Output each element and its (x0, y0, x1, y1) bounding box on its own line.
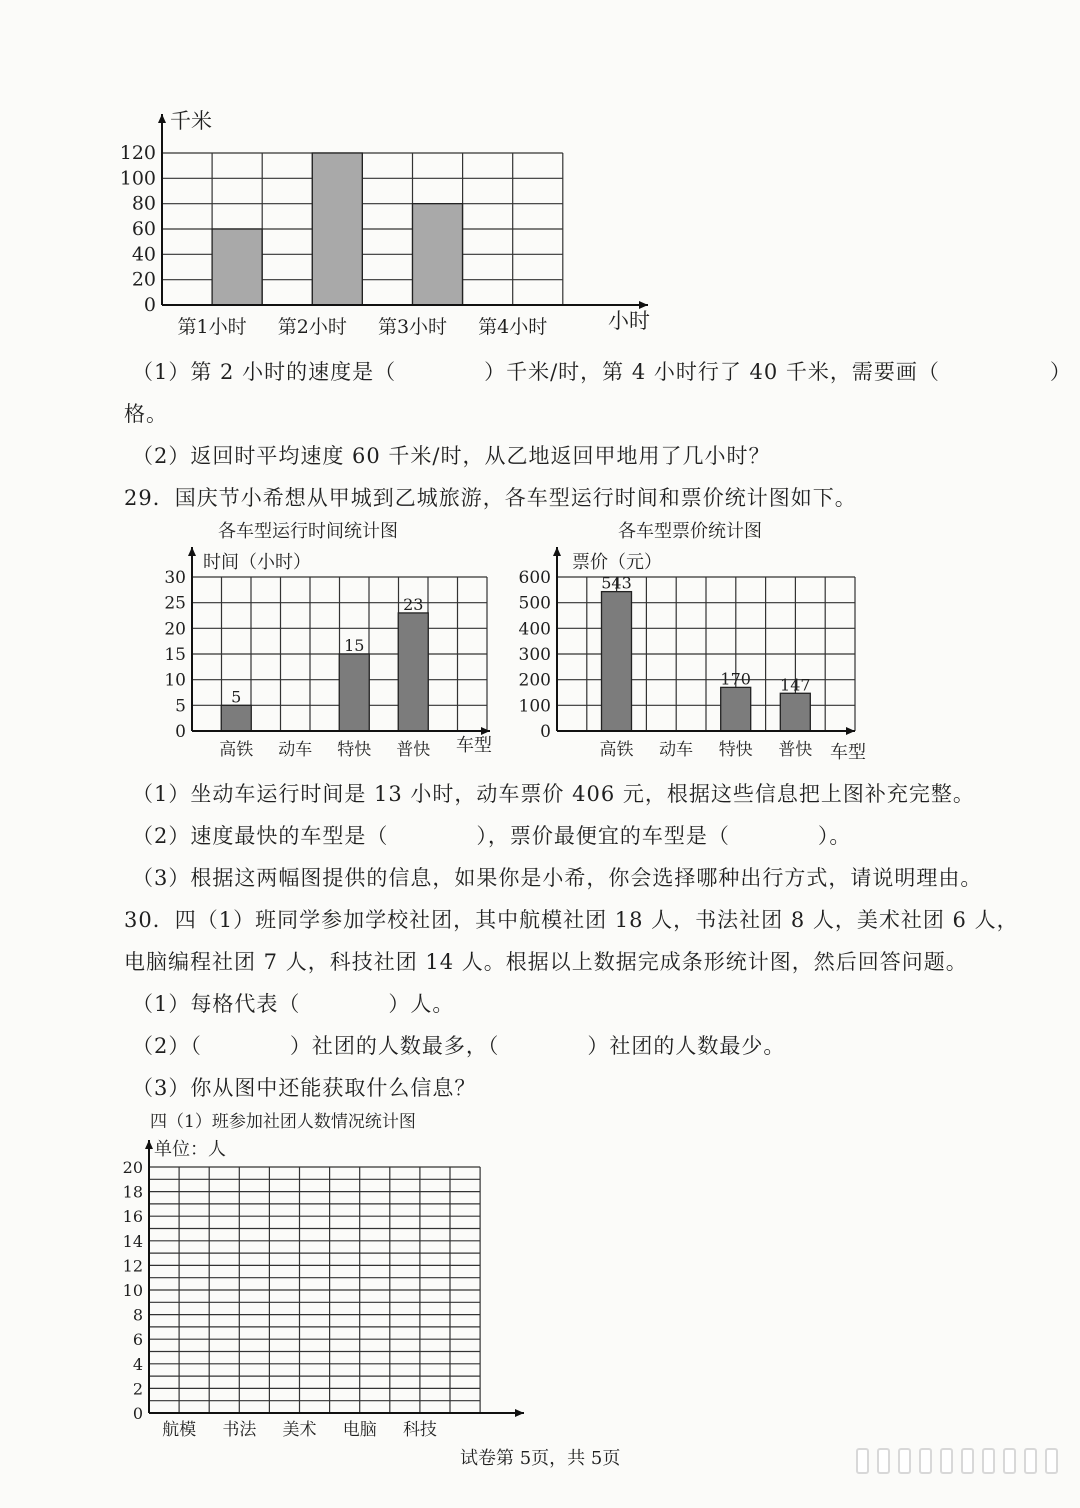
chart-title: 各车型运行时间统计图 (218, 521, 398, 542)
q30-part2: （2）（ ）社团的人数最多，（ ）社团的人数最少。 (132, 1034, 786, 1058)
club-members-blank-chart (112, 1100, 532, 1445)
y-tick-label: 300 (518, 645, 551, 665)
distance-bar-chart (110, 100, 670, 345)
x-tick-label: 高铁 (599, 740, 634, 760)
x-tick-label: 特快 (718, 740, 753, 760)
chart-title: 四（1）班参加社团人数情况统计图 (150, 1112, 416, 1132)
x-tick-label: 第4小时 (478, 316, 548, 338)
y-tick-label: 2 (132, 1379, 143, 1399)
bar (221, 705, 251, 731)
x-axis-arrow (846, 727, 855, 735)
bar (398, 613, 428, 731)
q29-part3: （3）根据这两幅图提供的信息，如果你是小希，你会选择哪种出行方式，请说明理由。 (132, 866, 983, 890)
y-tick-label: 20 (131, 268, 156, 291)
chart-grid (149, 1167, 480, 1413)
x-tick-label: 普快 (778, 740, 813, 760)
y-tick-label: 0 (132, 1404, 143, 1423)
q28-part1: （1）第 2 小时的速度是（ ）千米/时，第 4 小时行了 40 千米，需要画（ ） (132, 360, 1072, 384)
q29-part2: （2）速度最快的车型是（ ），票价最便宜的车型是（ ）。 (132, 824, 852, 848)
x-tick-labels (219, 740, 430, 760)
bar (413, 204, 463, 305)
watermark-bars-icon (856, 1448, 1058, 1474)
y-tick-labels (120, 142, 156, 316)
y-tick-label: 40 (131, 243, 156, 266)
chart-title: 各车型票价统计图 (618, 521, 762, 542)
x-tick-label: 书法 (222, 1420, 257, 1440)
x-tick-labels (178, 316, 548, 338)
x-tick-labels (600, 740, 813, 760)
y-tick-labels (519, 568, 551, 742)
y-tick-label: 60 (131, 218, 156, 240)
bar (780, 693, 810, 731)
x-tick-label: 普快 (396, 740, 431, 760)
y-tick-label: 200 (518, 670, 551, 691)
y-tick-labels (123, 1158, 143, 1423)
y-tick-label: 400 (518, 619, 551, 640)
q30-stem-line1: 30．四（1）班同学参加学校社团，其中航模社团 18 人，书法社团 8 人，美术社团 6 人， (124, 908, 1019, 932)
x-axis-unit: 车型 (456, 735, 492, 756)
q29-stem: 29．国庆节小希想从甲城到乙城旅游，各车型运行时间和票价统计图如下。 (124, 486, 857, 510)
y-tick-label: 18 (122, 1182, 143, 1202)
bar (721, 687, 751, 731)
bar-value-labels (231, 595, 423, 706)
bar-value-label: 5 (231, 687, 242, 707)
y-tick-label: 10 (164, 670, 186, 691)
y-axis-unit: 时间（小时） (203, 552, 311, 573)
x-tick-label: 美术 (282, 1420, 317, 1440)
x-tick-label: 动车 (659, 740, 694, 760)
q30-stem-line2: 电脑编程社团 7 人，科技社团 14 人。根据以上数据完成条形统计图，然后回答问题。 (124, 950, 968, 974)
y-tick-label: 100 (119, 167, 156, 190)
bar-value-label: 147 (780, 675, 811, 695)
x-axis-arrow (639, 301, 648, 309)
y-tick-label: 4 (132, 1354, 143, 1374)
y-axis-arrow (145, 1140, 153, 1149)
y-tick-label: 30 (164, 568, 186, 588)
y-axis-arrow (553, 547, 561, 556)
y-tick-label: 500 (518, 593, 551, 614)
x-axis-unit: 车型 (830, 742, 866, 763)
x-axis-unit: 小时 (608, 309, 650, 333)
travel-time-bar-chart (150, 515, 510, 765)
x-tick-label: 第2小时 (277, 316, 347, 338)
y-tick-label: 10 (122, 1281, 143, 1300)
y-tick-label: 16 (122, 1207, 143, 1227)
x-axis-arrow (481, 727, 490, 735)
chart-bars (212, 153, 462, 305)
y-tick-label: 0 (540, 722, 551, 742)
y-axis-arrow (158, 114, 166, 123)
y-axis-unit: 千米 (170, 109, 212, 133)
q28-part1-cont: 格。 (124, 402, 168, 426)
y-tick-label: 0 (175, 722, 186, 742)
x-tick-label: 特快 (337, 740, 372, 760)
bar (602, 592, 632, 731)
y-tick-label: 6 (132, 1330, 143, 1350)
q30-part1: （1）每格代表（ ）人。 (132, 992, 455, 1016)
y-tick-labels (164, 568, 186, 742)
bar (312, 153, 362, 305)
bar-value-label: 543 (601, 573, 632, 593)
y-tick-label: 5 (175, 696, 186, 717)
y-tick-label: 100 (518, 696, 551, 717)
y-tick-label: 80 (131, 192, 156, 215)
y-tick-label: 20 (122, 1158, 143, 1177)
y-tick-label: 600 (518, 568, 551, 588)
bar (339, 654, 369, 731)
q28-part2: （2）返回时平均速度 60 千米/时，从乙地返回甲地用了几小时？ (132, 444, 771, 468)
y-axis-arrow (188, 547, 196, 556)
chart-axes (145, 1140, 524, 1417)
x-tick-label: 高铁 (219, 740, 254, 760)
bar-value-label: 15 (344, 636, 365, 655)
x-tick-label: 电脑 (342, 1420, 377, 1440)
q29-part1: （1）坐动车运行时间是 13 小时，动车票价 406 元，根据这些信息把上图补充完整。 (132, 782, 975, 806)
y-tick-label: 14 (122, 1231, 143, 1251)
y-tick-label: 15 (164, 645, 186, 665)
y-tick-label: 20 (164, 619, 186, 640)
page-footer: 试卷第 5页，共 5页 (460, 1448, 621, 1469)
x-tick-label: 第1小时 (177, 316, 247, 338)
y-tick-label: 12 (122, 1256, 143, 1276)
x-tick-label: 航模 (162, 1420, 197, 1440)
y-tick-label: 8 (132, 1305, 143, 1325)
bar-value-label: 23 (403, 594, 424, 614)
x-tick-label: 第3小时 (377, 316, 448, 338)
x-tick-label: 动车 (278, 740, 313, 760)
y-axis-unit: 单位：人 (154, 1139, 226, 1160)
y-axis-unit: 票价（元） (572, 552, 662, 573)
chart-bars (221, 613, 428, 731)
x-tick-labels (162, 1420, 437, 1440)
bar-value-label: 170 (720, 669, 751, 689)
y-tick-label: 25 (164, 593, 186, 614)
y-tick-label: 120 (119, 142, 156, 164)
bar (212, 229, 262, 305)
q30-part3: （3）你从图中还能获取什么信息？ (132, 1076, 477, 1100)
x-tick-label: 科技 (402, 1420, 437, 1440)
ticket-price-bar-chart (515, 515, 880, 770)
x-axis-arrow (515, 1409, 524, 1417)
y-tick-label: 0 (143, 294, 156, 316)
